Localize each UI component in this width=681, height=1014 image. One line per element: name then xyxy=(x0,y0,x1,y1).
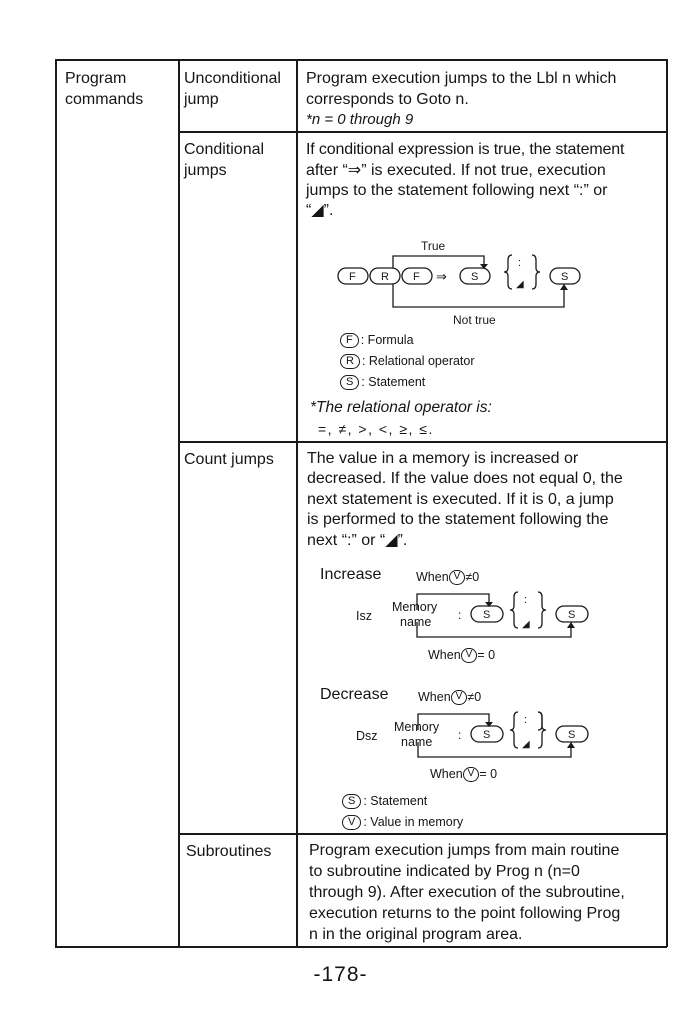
count-desc-line2: decreased. If the value does not equal 0, the xyxy=(307,470,623,487)
count-desc-line1: The value in a memory is increased or xyxy=(307,450,579,467)
unconditional-desc-line1: Program execution jumps to the Lbl n which xyxy=(306,70,617,87)
legend-statement-text: : Statement xyxy=(361,375,426,389)
dec-brace-display: ◢ xyxy=(522,739,530,750)
isz-label: Isz xyxy=(356,609,372,623)
dec-left-brace xyxy=(510,712,518,748)
subroutines-desc-line5: n in the original program area. xyxy=(309,926,523,943)
count-legend-statement-text: : Statement xyxy=(363,794,428,808)
conditional-desc-line2: after “⇒” is executed. If not true, execution xyxy=(306,162,606,179)
relational-operators: =, ≠, >, <, ≥, ≤. xyxy=(318,421,434,437)
not-true-label: Not true xyxy=(453,313,496,327)
key-s1-text: S xyxy=(471,271,479,283)
inc-colon: : xyxy=(458,608,462,622)
inc-false-arrowhead xyxy=(567,622,575,628)
key-v-icon-4: V xyxy=(463,767,480,782)
count-desc-line3: next statement is executed. If it is 0, a jump xyxy=(307,491,614,508)
key-s-icon: S xyxy=(340,375,359,390)
inc-key-s2-text: S xyxy=(568,609,576,621)
decrease-memory-label: Memory xyxy=(394,720,440,734)
count-desc-line5: next “:” or “◢”. xyxy=(307,532,408,549)
decrease-when-ne-tail: ≠0 xyxy=(467,690,482,704)
increase-title: Increase xyxy=(320,566,382,583)
conditional-label-line1: Conditional xyxy=(184,141,265,158)
page-number: -178- xyxy=(313,963,368,986)
increase-when-ne-tail: ≠0 xyxy=(465,570,480,584)
dec-false-arrowhead xyxy=(567,742,575,748)
count-label: Count jumps xyxy=(184,451,274,468)
dec-brace-colon: : xyxy=(524,714,528,726)
dec-key-s1-text: S xyxy=(483,729,491,741)
key-v-icon-3: V xyxy=(451,690,468,705)
unconditional-desc-line2: corresponds to Goto n. xyxy=(306,91,469,108)
count-legend-statement xyxy=(342,793,427,809)
inc-false-path xyxy=(417,622,571,637)
key-v-icon: V xyxy=(449,570,466,585)
conditional-desc-line1: If conditional expression is true, the statement xyxy=(306,141,625,158)
key-r-text: R xyxy=(381,271,389,283)
subroutines-label: Subroutines xyxy=(186,843,272,860)
inc-brace-colon: : xyxy=(524,594,528,606)
increase-when-eq-tail: = 0 xyxy=(477,648,496,662)
implies-arrow: ⇒ xyxy=(436,269,447,284)
key-v-icon-2: V xyxy=(461,648,478,663)
decrease-when-ne-text: When xyxy=(418,690,451,704)
subroutines-desc-line2: to subroutine indicated by Prog n (n=0 xyxy=(309,863,580,880)
legend-relational-text: : Relational operator xyxy=(361,354,475,368)
key-s-icon-2: S xyxy=(342,794,361,809)
count-desc-line4: is performed to the statement following the xyxy=(307,511,609,528)
inc-key-s1-text: S xyxy=(483,609,491,621)
decrease-when-eq-text: When xyxy=(430,767,463,781)
decrease-title: Decrease xyxy=(320,686,389,703)
brace-colon: : xyxy=(518,257,522,269)
inc-true-path xyxy=(417,594,489,610)
dsz-label: Dsz xyxy=(356,729,378,743)
conditional-desc-line3: jumps to the statement following next “:” or xyxy=(306,182,608,199)
key-s2-text: S xyxy=(561,271,569,283)
legend-formula-text: : Formula xyxy=(360,333,414,347)
dec-false-path xyxy=(418,742,571,757)
dec-true-path xyxy=(418,714,489,730)
inc-left-brace xyxy=(510,592,518,628)
key-f-icon: F xyxy=(340,333,359,348)
dec-key-s2-text: S xyxy=(568,729,576,741)
unconditional-label-line2: jump xyxy=(184,91,219,108)
dec-colon: : xyxy=(458,728,462,742)
brace-display: ◢ xyxy=(516,279,524,290)
key-f2-text: F xyxy=(413,271,420,283)
relational-operator-note: *The relational operator is: xyxy=(310,399,492,416)
inc-brace-display: ◢ xyxy=(522,619,530,630)
unconditional-label-line1: Unconditional xyxy=(184,70,281,87)
key-f1-text: F xyxy=(349,271,356,283)
category-label-line1: Program xyxy=(65,70,127,87)
conditional-label-line2: jumps xyxy=(184,162,227,179)
increase-name-label: name xyxy=(400,615,432,629)
increase-when-eq-text: When xyxy=(428,648,461,662)
count-legend-value-text: : Value in memory xyxy=(363,815,464,829)
conditional-desc-line4: “◢”. xyxy=(306,202,334,219)
count-legend-value xyxy=(342,814,463,830)
subroutines-desc-line3: through 9). After execution of the subroutine, xyxy=(309,884,625,901)
inc-right-brace xyxy=(538,592,546,628)
subroutines-desc-line1: Program execution jumps from main routine xyxy=(309,842,620,859)
subroutines-desc-line4: execution returns to the point following Prog xyxy=(309,905,621,922)
category-label-line2: commands xyxy=(65,91,144,108)
unconditional-note: *n = 0 through 9 xyxy=(306,111,414,128)
decrease-when-eq-tail: = 0 xyxy=(479,767,498,781)
key-r-icon: R xyxy=(340,354,360,369)
increase-memory-label: Memory xyxy=(392,600,438,614)
true-label: True xyxy=(421,239,446,253)
increase-when-ne-text: When xyxy=(416,570,449,584)
key-v-icon-5: V xyxy=(342,815,361,830)
decrease-name-label: name xyxy=(401,735,433,749)
